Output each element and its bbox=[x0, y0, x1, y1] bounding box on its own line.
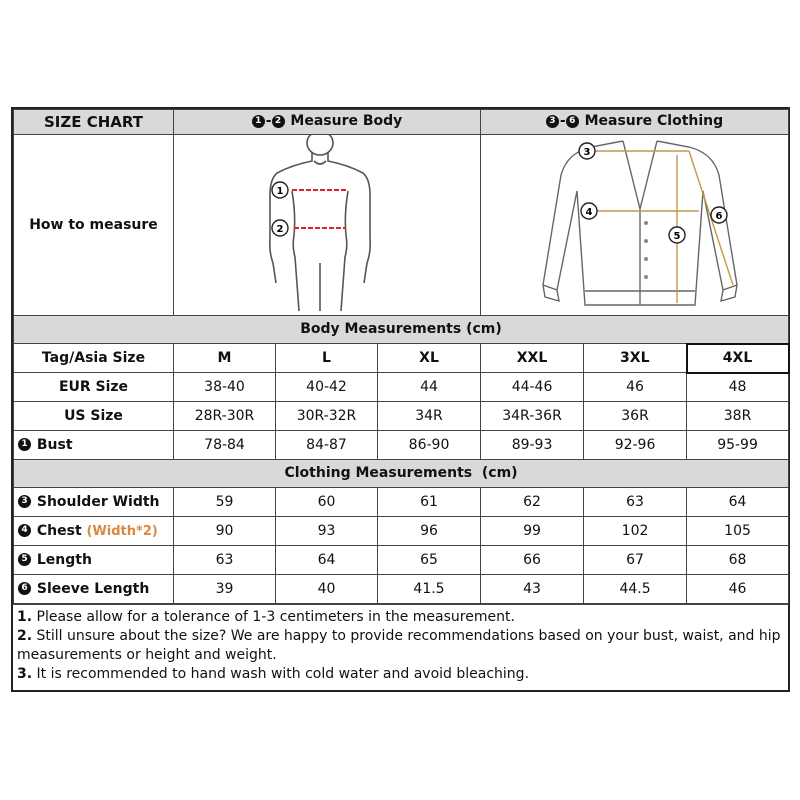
us-cell: 28R-30R bbox=[174, 402, 276, 431]
size-cell: 3XL bbox=[584, 344, 687, 373]
length-cell: 65 bbox=[378, 546, 481, 575]
shoulder-width-row bbox=[14, 488, 789, 517]
measure-body-title: Measure Body bbox=[290, 113, 403, 130]
body-measurements-title: Body Measurements (cm) bbox=[14, 316, 789, 344]
eur-cell: 44-46 bbox=[481, 373, 584, 402]
svg-text:6: 6 bbox=[715, 211, 723, 222]
body-measurements-header-row bbox=[14, 316, 789, 344]
header-row bbox=[14, 110, 789, 135]
sleeve-length-row bbox=[14, 575, 789, 604]
us-size-label: US Size bbox=[14, 402, 174, 431]
svg-text:2: 2 bbox=[276, 224, 284, 235]
size-cell: XL bbox=[378, 344, 481, 373]
clothing-marker-5 bbox=[669, 227, 685, 243]
bust-cell: 92-96 bbox=[584, 431, 687, 460]
us-cell: 30R-32R bbox=[276, 402, 378, 431]
eur-cell: 40-42 bbox=[276, 373, 378, 402]
chest-width-note: (Width*2) bbox=[86, 523, 158, 539]
bust-label: 1 Bust bbox=[14, 431, 174, 460]
measure-body-header: 1 - 2 Measure Body bbox=[174, 110, 481, 135]
body-figure-diagram bbox=[174, 135, 480, 311]
number-1-icon: 1 bbox=[252, 115, 265, 128]
measure-clothing-header: 3 - 6 Measure Clothing bbox=[481, 110, 789, 135]
bust-cell: 86-90 bbox=[378, 431, 481, 460]
size-chart-table bbox=[13, 109, 790, 604]
chest-cell: 93 bbox=[276, 517, 378, 546]
size-cell: M bbox=[174, 344, 276, 373]
svg-text:1: 1 bbox=[276, 186, 284, 197]
cardigan-diagram bbox=[481, 135, 789, 311]
number-6-icon: 6 bbox=[566, 115, 579, 128]
length-cell: 68 bbox=[687, 546, 789, 575]
note-3: 3. It is recommended to hand wash with cold water and avoid bleaching. bbox=[17, 666, 530, 683]
size-cell: L bbox=[276, 344, 378, 373]
chest-cell: 90 bbox=[174, 517, 276, 546]
body-marker-1 bbox=[272, 182, 288, 198]
notes-section bbox=[13, 604, 788, 690]
chest-cell: 102 bbox=[584, 517, 687, 546]
note-2: 2. Still unsure about the size? We are happy to provide recommendations based on your bust, waist, and hip measurements or height and weight. bbox=[17, 628, 781, 664]
length-label: 5 Length bbox=[14, 546, 174, 575]
sleeve-cell: 41.5 bbox=[378, 575, 481, 604]
eur-cell: 38-40 bbox=[174, 373, 276, 402]
bust-cell: 78-84 bbox=[174, 431, 276, 460]
bust-cell: 84-87 bbox=[276, 431, 378, 460]
shoulder-cell: 63 bbox=[584, 488, 687, 517]
clothing-measurements-title: Clothing Measurements (cm) bbox=[14, 460, 789, 488]
shoulder-cell: 59 bbox=[174, 488, 276, 517]
number-5-icon: 5 bbox=[18, 553, 31, 566]
svg-text:5: 5 bbox=[673, 231, 681, 242]
clothing-marker-6 bbox=[711, 207, 727, 223]
sleeve-cell: 39 bbox=[174, 575, 276, 604]
number-6-icon: 6 bbox=[18, 582, 31, 595]
chest-cell: 105 bbox=[687, 517, 789, 546]
sleeve-cell: 46 bbox=[687, 575, 789, 604]
number-3-icon: 3 bbox=[546, 115, 559, 128]
length-cell: 63 bbox=[174, 546, 276, 575]
body-diagram-cell bbox=[174, 135, 481, 316]
us-cell: 34R-36R bbox=[481, 402, 584, 431]
eur-size-label: EUR Size bbox=[14, 373, 174, 402]
length-cell: 64 bbox=[276, 546, 378, 575]
number-2-icon: 2 bbox=[272, 115, 285, 128]
clothing-diagram-cell bbox=[481, 135, 789, 316]
chest-label: 4 Chest (Width*2) bbox=[14, 517, 174, 546]
note-1: 1. Please allow for a tolerance of 1-3 centimeters in the measurement. bbox=[17, 609, 515, 626]
length-row bbox=[14, 546, 789, 575]
eur-size-row bbox=[14, 373, 789, 402]
number-1-icon: 1 bbox=[18, 438, 31, 451]
clothing-measurements-header-row bbox=[14, 460, 789, 488]
bust-row bbox=[14, 431, 789, 460]
sleeve-cell: 40 bbox=[276, 575, 378, 604]
sleeve-cell: 44.5 bbox=[584, 575, 687, 604]
eur-cell: 46 bbox=[584, 373, 687, 402]
sleeve-cell: 43 bbox=[481, 575, 584, 604]
chest-cell: 96 bbox=[378, 517, 481, 546]
bust-cell: 89-93 bbox=[481, 431, 584, 460]
us-cell: 36R bbox=[584, 402, 687, 431]
clothing-marker-4 bbox=[581, 203, 597, 219]
eur-cell: 48 bbox=[687, 373, 789, 402]
length-cell: 66 bbox=[481, 546, 584, 575]
shoulder-cell: 61 bbox=[378, 488, 481, 517]
number-3-icon: 3 bbox=[18, 495, 31, 508]
diagram-row bbox=[14, 135, 789, 316]
eur-cell: 44 bbox=[378, 373, 481, 402]
clothing-marker-3 bbox=[579, 143, 595, 159]
number-4-icon: 4 bbox=[18, 524, 31, 537]
svg-text:4: 4 bbox=[585, 207, 593, 218]
shoulder-width-label: 3 Shoulder Width bbox=[14, 488, 174, 517]
measure-clothing-title: Measure Clothing bbox=[584, 113, 724, 130]
us-size-row bbox=[14, 402, 789, 431]
shoulder-cell: 62 bbox=[481, 488, 584, 517]
tag-size-row bbox=[14, 344, 789, 373]
length-cell: 67 bbox=[584, 546, 687, 575]
chest-cell: 99 bbox=[481, 517, 584, 546]
svg-text:3: 3 bbox=[583, 147, 591, 158]
us-cell: 34R bbox=[378, 402, 481, 431]
shoulder-cell: 60 bbox=[276, 488, 378, 517]
tag-size-label: Tag/Asia Size bbox=[14, 344, 174, 373]
size-chart-title: SIZE CHART bbox=[14, 110, 174, 135]
body-marker-2 bbox=[272, 220, 288, 236]
size-chart-sheet bbox=[11, 107, 790, 692]
size-cell: 4XL bbox=[687, 344, 789, 373]
chest-row bbox=[14, 517, 789, 546]
size-cell: XXL bbox=[481, 344, 584, 373]
us-cell: 38R bbox=[687, 402, 789, 431]
sleeve-length-label: 6 Sleeve Length bbox=[14, 575, 174, 604]
how-to-measure-label: How to measure bbox=[14, 135, 174, 316]
shoulder-cell: 64 bbox=[687, 488, 789, 517]
bust-cell: 95-99 bbox=[687, 431, 789, 460]
